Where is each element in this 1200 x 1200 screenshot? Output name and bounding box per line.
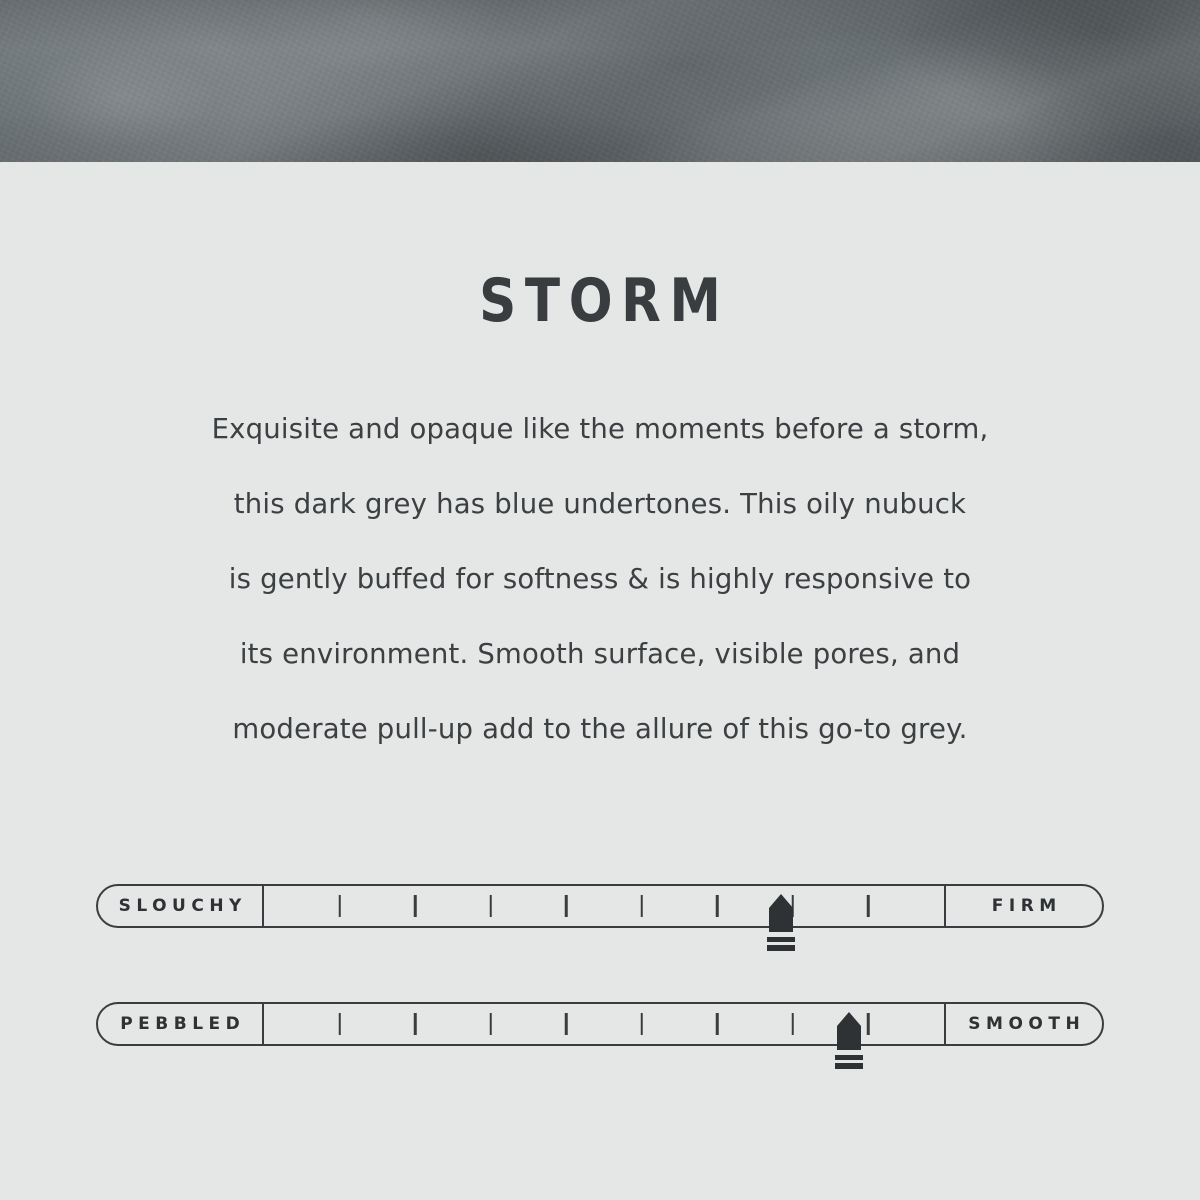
scale-tick	[641, 895, 644, 917]
scale-tick	[641, 1013, 644, 1035]
texture-scale-right-label: SMOOTH	[944, 1004, 1102, 1044]
description-line: is gently buffed for softness & is highly responsive to	[228, 563, 972, 595]
texture-scale-wrap	[96, 1002, 1104, 1102]
scale-tick	[414, 895, 417, 917]
scale-tick	[338, 1013, 341, 1035]
texture-scale-left-label: PEBBLED	[98, 1004, 264, 1044]
structure-scale-marker[interactable]	[761, 892, 801, 954]
scale-tick	[716, 895, 719, 917]
scale-tick	[565, 1013, 568, 1035]
swatch-vignette	[0, 0, 1200, 162]
scale-tick	[338, 895, 341, 917]
structure-scale-wrap	[96, 884, 1104, 984]
scale-tick	[489, 895, 492, 917]
scale-tick	[867, 895, 870, 917]
description-line: moderate pull-up add to the allure of this go-to grey.	[232, 713, 968, 745]
page-title: STORM	[479, 266, 730, 336]
scale-tick	[489, 1013, 492, 1035]
scale-tick	[414, 1013, 417, 1035]
description-line: its environment. Smooth surface, visible pores, and	[239, 638, 961, 670]
texture-scale-marker[interactable]	[829, 1010, 869, 1072]
structure-scale-right-label: FIRM	[944, 886, 1102, 926]
scale-tick	[565, 895, 568, 917]
structure-scale-track[interactable]	[264, 886, 944, 926]
description-line: Exquisite and opaque like the moments before a storm,	[211, 413, 989, 445]
description-text	[160, 392, 1040, 767]
leather-swatch-photo	[0, 0, 1200, 162]
texture-scale[interactable]	[96, 1002, 1104, 1046]
scales-group	[0, 884, 1200, 1102]
scale-tick	[792, 1013, 795, 1035]
scale-tick	[716, 1013, 719, 1035]
structure-scale-left-label: SLOUCHY	[98, 886, 264, 926]
structure-scale[interactable]	[96, 884, 1104, 928]
description-line: this dark grey has blue undertones. This oily nubuck	[233, 488, 967, 520]
